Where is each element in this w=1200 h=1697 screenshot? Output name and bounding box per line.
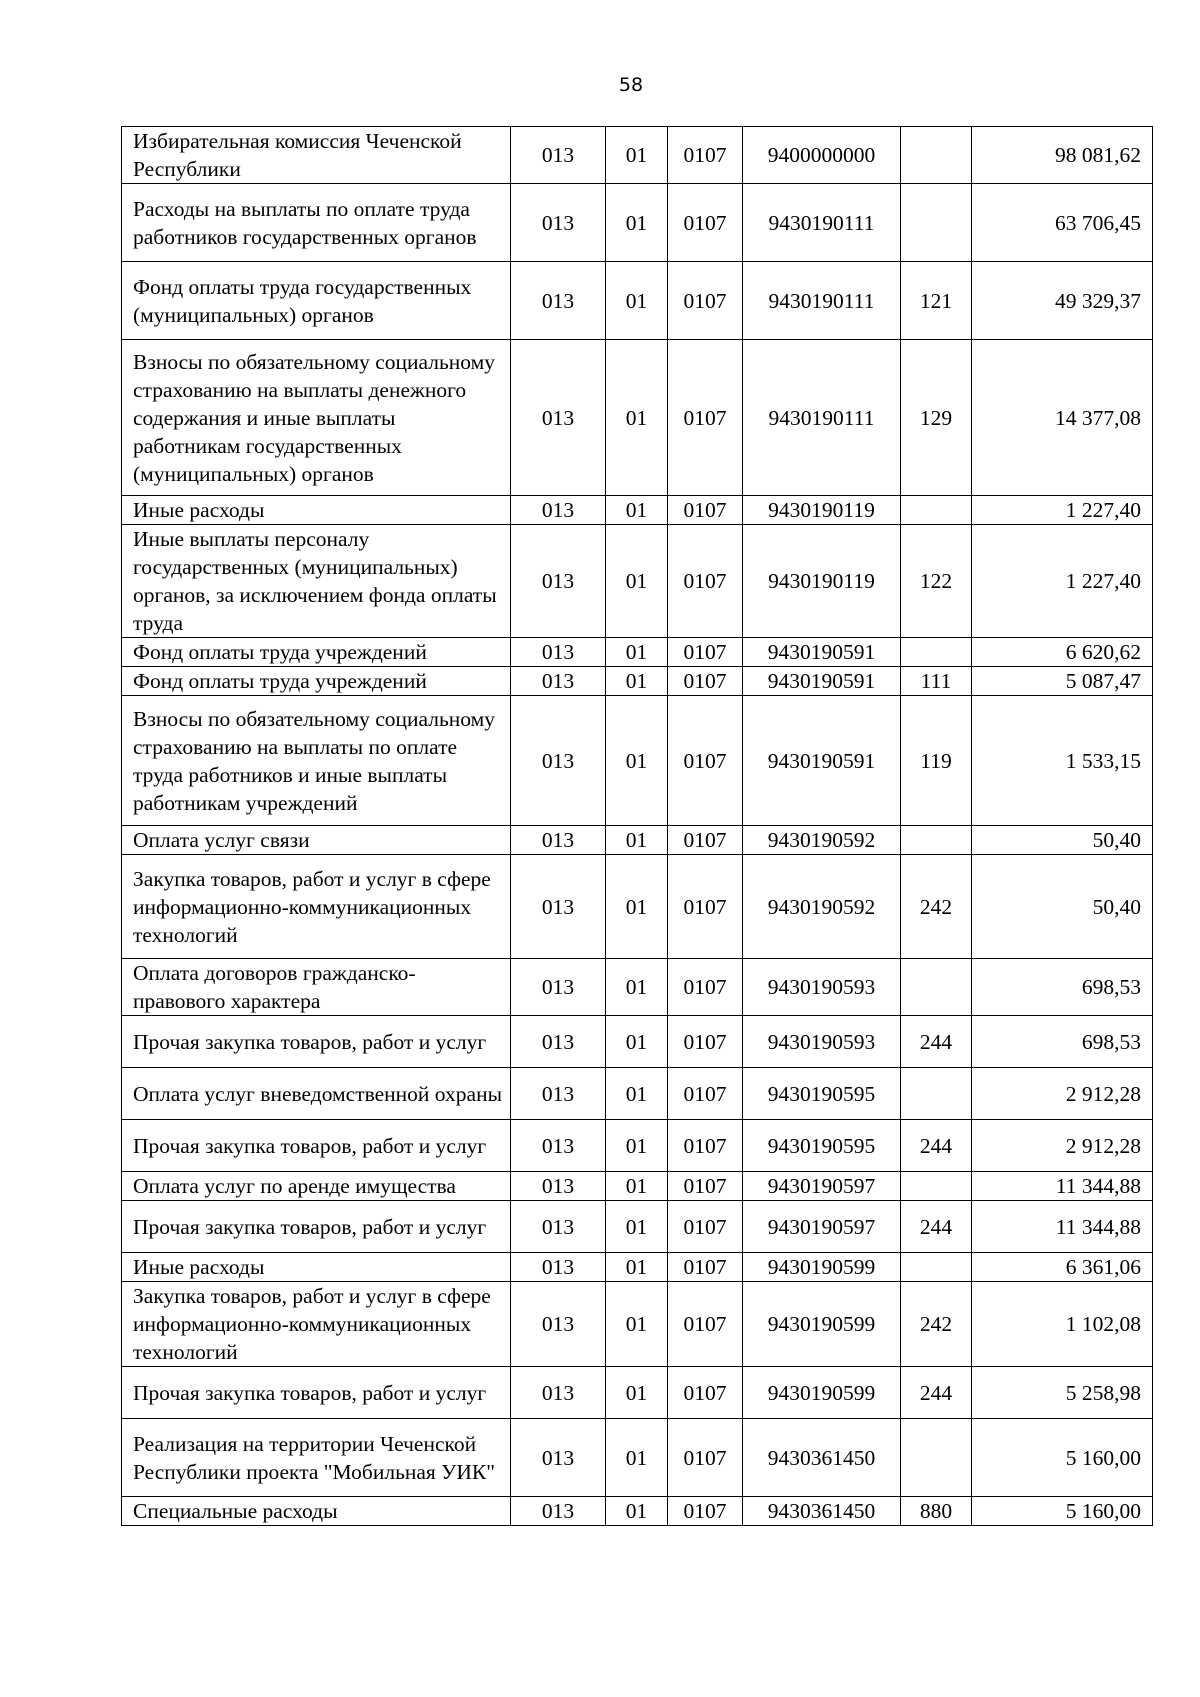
section-code: 01 xyxy=(606,1497,668,1526)
amount: 5 258,98 xyxy=(972,1367,1153,1419)
expense-name: Специальные расходы xyxy=(122,1497,511,1526)
table-row xyxy=(122,1253,1153,1282)
table-row xyxy=(122,127,1153,184)
target-article-code: 9430190591 xyxy=(743,696,901,826)
department-code: 013 xyxy=(511,959,606,1016)
expense-name: Реализация на территории Чеченской Республики проекта "Мобильная УИК" xyxy=(122,1419,511,1497)
section-code: 01 xyxy=(606,340,668,496)
section-code: 01 xyxy=(606,1253,668,1282)
department-code: 013 xyxy=(511,496,606,525)
section-code: 01 xyxy=(606,1120,668,1172)
expense-type-code xyxy=(901,959,972,1016)
amount: 5 160,00 xyxy=(972,1497,1153,1526)
subsection-code: 0107 xyxy=(668,667,743,696)
target-article-code: 9430190591 xyxy=(743,638,901,667)
table-row xyxy=(122,667,1153,696)
subsection-code: 0107 xyxy=(668,959,743,1016)
expense-type-code: 242 xyxy=(901,1282,972,1367)
expense-type-code: 122 xyxy=(901,525,972,638)
department-code: 013 xyxy=(511,340,606,496)
subsection-code: 0107 xyxy=(668,1282,743,1367)
expense-name: Оплата договоров гражданско-правового характера xyxy=(122,959,511,1016)
department-code: 013 xyxy=(511,127,606,184)
section-code: 01 xyxy=(606,959,668,1016)
amount: 1 227,40 xyxy=(972,525,1153,638)
amount: 11 344,88 xyxy=(972,1201,1153,1253)
table-row xyxy=(122,1120,1153,1172)
amount: 1 533,15 xyxy=(972,696,1153,826)
amount: 2 912,28 xyxy=(972,1120,1153,1172)
target-article-code: 9400000000 xyxy=(743,127,901,184)
table-row xyxy=(122,1068,1153,1120)
expense-type-code xyxy=(901,496,972,525)
expense-name: Оплата услуг связи xyxy=(122,826,511,855)
amount: 5 160,00 xyxy=(972,1419,1153,1497)
table-row xyxy=(122,525,1153,638)
amount: 50,40 xyxy=(972,855,1153,959)
subsection-code: 0107 xyxy=(668,262,743,340)
subsection-code: 0107 xyxy=(668,1497,743,1526)
amount: 6 361,06 xyxy=(972,1253,1153,1282)
target-article-code: 9430190592 xyxy=(743,826,901,855)
department-code: 013 xyxy=(511,667,606,696)
target-article-code: 9430190593 xyxy=(743,959,901,1016)
subsection-code: 0107 xyxy=(668,1419,743,1497)
expense-type-code xyxy=(901,1419,972,1497)
expense-type-code: 242 xyxy=(901,855,972,959)
budget-table-body xyxy=(122,127,1153,1526)
department-code: 013 xyxy=(511,1367,606,1419)
subsection-code: 0107 xyxy=(668,638,743,667)
expense-name: Фонд оплаты труда учреждений xyxy=(122,638,511,667)
expense-name: Оплата услуг вневедомственной охраны xyxy=(122,1068,511,1120)
department-code: 013 xyxy=(511,826,606,855)
target-article-code: 9430190599 xyxy=(743,1282,901,1367)
amount: 50,40 xyxy=(972,826,1153,855)
section-code: 01 xyxy=(606,1201,668,1253)
subsection-code: 0107 xyxy=(668,1068,743,1120)
expense-name: Прочая закупка товаров, работ и услуг xyxy=(122,1201,511,1253)
expense-type-code xyxy=(901,826,972,855)
table-row xyxy=(122,959,1153,1016)
section-code: 01 xyxy=(606,184,668,262)
department-code: 013 xyxy=(511,1497,606,1526)
section-code: 01 xyxy=(606,1016,668,1068)
section-code: 01 xyxy=(606,1282,668,1367)
department-code: 013 xyxy=(511,1068,606,1120)
budget-table xyxy=(121,126,1153,1526)
target-article-code: 9430190119 xyxy=(743,525,901,638)
amount: 11 344,88 xyxy=(972,1172,1153,1201)
amount: 698,53 xyxy=(972,1016,1153,1068)
amount: 6 620,62 xyxy=(972,638,1153,667)
expense-name: Прочая закупка товаров, работ и услуг xyxy=(122,1120,511,1172)
department-code: 013 xyxy=(511,696,606,826)
target-article-code: 9430190119 xyxy=(743,496,901,525)
expense-type-code: 111 xyxy=(901,667,972,696)
expense-name: Избирательная комиссия Чеченской Республики xyxy=(122,127,511,184)
department-code: 013 xyxy=(511,1419,606,1497)
department-code: 013 xyxy=(511,1282,606,1367)
subsection-code: 0107 xyxy=(668,1172,743,1201)
table-row xyxy=(122,696,1153,826)
target-article-code: 9430190592 xyxy=(743,855,901,959)
expense-name: Оплата услуг по аренде имущества xyxy=(122,1172,511,1201)
subsection-code: 0107 xyxy=(668,826,743,855)
expense-name: Прочая закупка товаров, работ и услуг xyxy=(122,1367,511,1419)
target-article-code: 9430361450 xyxy=(743,1497,901,1526)
expense-type-code: 244 xyxy=(901,1367,972,1419)
amount: 1 227,40 xyxy=(972,496,1153,525)
section-code: 01 xyxy=(606,1419,668,1497)
subsection-code: 0107 xyxy=(668,855,743,959)
department-code: 013 xyxy=(511,262,606,340)
table-row xyxy=(122,1282,1153,1367)
section-code: 01 xyxy=(606,696,668,826)
expense-type-code: 129 xyxy=(901,340,972,496)
amount: 698,53 xyxy=(972,959,1153,1016)
expense-name: Фонд оплаты труда государственных (муниципальных) органов xyxy=(122,262,511,340)
table-row xyxy=(122,1497,1153,1526)
amount: 49 329,37 xyxy=(972,262,1153,340)
expense-type-code: 121 xyxy=(901,262,972,340)
page-number: 58 xyxy=(618,74,644,96)
amount: 5 087,47 xyxy=(972,667,1153,696)
expense-type-code: 880 xyxy=(901,1497,972,1526)
target-article-code: 9430190599 xyxy=(743,1367,901,1419)
expense-name: Закупка товаров, работ и услуг в сфере информационно-коммуникационных технологий xyxy=(122,1282,511,1367)
target-article-code: 9430190599 xyxy=(743,1253,901,1282)
amount: 63 706,45 xyxy=(972,184,1153,262)
subsection-code: 0107 xyxy=(668,1016,743,1068)
section-code: 01 xyxy=(606,826,668,855)
department-code: 013 xyxy=(511,525,606,638)
amount: 98 081,62 xyxy=(972,127,1153,184)
department-code: 013 xyxy=(511,855,606,959)
subsection-code: 0107 xyxy=(668,1201,743,1253)
target-article-code: 9430190111 xyxy=(743,262,901,340)
expense-type-code xyxy=(901,127,972,184)
table-row xyxy=(122,855,1153,959)
expense-name: Расходы на выплаты по оплате труда работников государственных органов xyxy=(122,184,511,262)
department-code: 013 xyxy=(511,638,606,667)
expense-name: Иные выплаты персоналу государственных (муниципальных) органов, за исключением фонда оплаты труда xyxy=(122,525,511,638)
target-article-code: 9430190595 xyxy=(743,1068,901,1120)
subsection-code: 0107 xyxy=(668,525,743,638)
expense-name: Взносы по обязательному социальному страхованию на выплаты денежного содержания и иные выплаты работникам государственных (муниципальных) органов xyxy=(122,340,511,496)
target-article-code: 9430190111 xyxy=(743,340,901,496)
section-code: 01 xyxy=(606,262,668,340)
table-row xyxy=(122,638,1153,667)
target-article-code: 9430190595 xyxy=(743,1120,901,1172)
amount: 1 102,08 xyxy=(972,1282,1153,1367)
expense-type-code xyxy=(901,1068,972,1120)
department-code: 013 xyxy=(511,1201,606,1253)
section-code: 01 xyxy=(606,638,668,667)
subsection-code: 0107 xyxy=(668,184,743,262)
subsection-code: 0107 xyxy=(668,496,743,525)
target-article-code: 9430190597 xyxy=(743,1172,901,1201)
expense-type-code xyxy=(901,1172,972,1201)
expense-type-code: 244 xyxy=(901,1201,972,1253)
subsection-code: 0107 xyxy=(668,127,743,184)
table-row xyxy=(122,340,1153,496)
target-article-code: 9430190111 xyxy=(743,184,901,262)
section-code: 01 xyxy=(606,1367,668,1419)
amount: 2 912,28 xyxy=(972,1068,1153,1120)
section-code: 01 xyxy=(606,667,668,696)
target-article-code: 9430190591 xyxy=(743,667,901,696)
subsection-code: 0107 xyxy=(668,696,743,826)
expense-name: Закупка товаров, работ и услуг в сфере информационно-коммуникационных технологий xyxy=(122,855,511,959)
table-row xyxy=(122,1016,1153,1068)
table-row xyxy=(122,1172,1153,1201)
expense-type-code xyxy=(901,1253,972,1282)
subsection-code: 0107 xyxy=(668,340,743,496)
expense-type-code xyxy=(901,184,972,262)
expense-name: Иные расходы xyxy=(122,496,511,525)
table-row xyxy=(122,826,1153,855)
expense-type-code: 244 xyxy=(901,1016,972,1068)
table-row xyxy=(122,184,1153,262)
department-code: 013 xyxy=(511,1120,606,1172)
subsection-code: 0107 xyxy=(668,1253,743,1282)
expense-type-code: 244 xyxy=(901,1120,972,1172)
section-code: 01 xyxy=(606,1068,668,1120)
section-code: 01 xyxy=(606,1172,668,1201)
expense-name: Иные расходы xyxy=(122,1253,511,1282)
subsection-code: 0107 xyxy=(668,1367,743,1419)
target-article-code: 9430190597 xyxy=(743,1201,901,1253)
table-row xyxy=(122,1419,1153,1497)
section-code: 01 xyxy=(606,855,668,959)
department-code: 013 xyxy=(511,1016,606,1068)
expense-type-code xyxy=(901,638,972,667)
table-row xyxy=(122,496,1153,525)
department-code: 013 xyxy=(511,1253,606,1282)
table-row xyxy=(122,262,1153,340)
section-code: 01 xyxy=(606,496,668,525)
expense-type-code: 119 xyxy=(901,696,972,826)
department-code: 013 xyxy=(511,184,606,262)
section-code: 01 xyxy=(606,127,668,184)
target-article-code: 9430190593 xyxy=(743,1016,901,1068)
target-article-code: 9430361450 xyxy=(743,1419,901,1497)
expense-name: Фонд оплаты труда учреждений xyxy=(122,667,511,696)
amount: 14 377,08 xyxy=(972,340,1153,496)
department-code: 013 xyxy=(511,1172,606,1201)
subsection-code: 0107 xyxy=(668,1120,743,1172)
expense-name: Взносы по обязательному социальному страхованию на выплаты по оплате труда работников и иные выплаты работникам учреждений xyxy=(122,696,511,826)
table-row xyxy=(122,1367,1153,1419)
expense-name: Прочая закупка товаров, работ и услуг xyxy=(122,1016,511,1068)
table-row xyxy=(122,1201,1153,1253)
section-code: 01 xyxy=(606,525,668,638)
